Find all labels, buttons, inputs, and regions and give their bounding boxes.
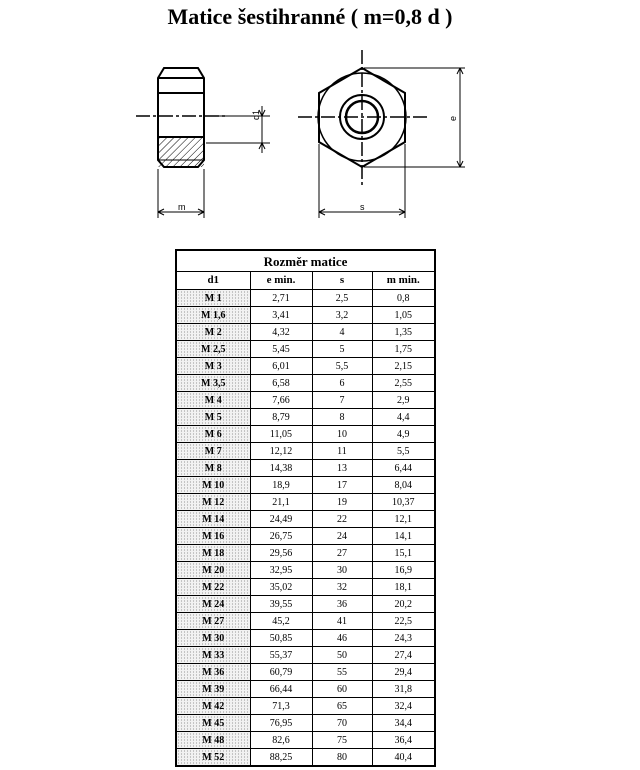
cell-e-min: 29,56: [250, 545, 312, 562]
table-row: [176, 613, 435, 630]
cell-m-min: 27,4: [372, 647, 435, 664]
cell-d1: M 3,5: [176, 375, 250, 392]
table-row: [176, 681, 435, 698]
cell-s: 32: [312, 579, 372, 596]
cell-m-min: 1,75: [372, 341, 435, 358]
cell-s: 3,2: [312, 307, 372, 324]
cell-e-min: 55,37: [250, 647, 312, 664]
header-e-min: e min.: [250, 272, 312, 290]
nut-side-view: [158, 68, 204, 167]
table-row: [176, 477, 435, 494]
cell-m-min: 34,4: [372, 715, 435, 732]
cell-d1: M 16: [176, 528, 250, 545]
cell-m-min: 8,04: [372, 477, 435, 494]
cell-s: 5,5: [312, 358, 372, 375]
table-row: [176, 443, 435, 460]
cell-d1: M 48: [176, 732, 250, 749]
nut-dimensions-table: [175, 249, 436, 767]
cell-s: 80: [312, 749, 372, 767]
cell-d1: M 39: [176, 681, 250, 698]
cell-s: 7: [312, 392, 372, 409]
cell-d1: M 20: [176, 562, 250, 579]
table-row: [176, 698, 435, 715]
header-s: s: [312, 272, 372, 290]
table-row: [176, 426, 435, 443]
cell-m-min: 32,4: [372, 698, 435, 715]
cell-m-min: 22,5: [372, 613, 435, 630]
cell-e-min: 6,58: [250, 375, 312, 392]
cell-m-min: 15,1: [372, 545, 435, 562]
cell-s: 4: [312, 324, 372, 341]
cell-d1: M 2,5: [176, 341, 250, 358]
cell-m-min: 6,44: [372, 460, 435, 477]
cell-e-min: 45,2: [250, 613, 312, 630]
cell-s: 19: [312, 494, 372, 511]
header-d1: d1: [176, 272, 250, 290]
cell-d1: M 14: [176, 511, 250, 528]
cell-s: 27: [312, 545, 372, 562]
cell-d1: M 4: [176, 392, 250, 409]
cell-d1: M 30: [176, 630, 250, 647]
cell-d1: M 33: [176, 647, 250, 664]
label-s: s: [360, 202, 365, 212]
cell-e-min: 6,01: [250, 358, 312, 375]
table-row: [176, 630, 435, 647]
cell-s: 6: [312, 375, 372, 392]
cell-d1: M 1: [176, 290, 250, 307]
cell-d1: M 18: [176, 545, 250, 562]
cell-d1: M 7: [176, 443, 250, 460]
cell-d1: M 42: [176, 698, 250, 715]
cell-s: 17: [312, 477, 372, 494]
cell-m-min: 5,5: [372, 443, 435, 460]
cell-e-min: 60,79: [250, 664, 312, 681]
table-row: [176, 732, 435, 749]
table-row: [176, 664, 435, 681]
cell-m-min: 12,1: [372, 511, 435, 528]
cell-d1: M 1,6: [176, 307, 250, 324]
table-row: [176, 494, 435, 511]
cell-d1: M 10: [176, 477, 250, 494]
cell-e-min: 11,05: [250, 426, 312, 443]
cell-m-min: 24,3: [372, 630, 435, 647]
table-row: [176, 409, 435, 426]
cell-s: 55: [312, 664, 372, 681]
cell-s: 50: [312, 647, 372, 664]
cell-s: 36: [312, 596, 372, 613]
label-m: m: [178, 202, 186, 212]
cell-d1: M 5: [176, 409, 250, 426]
table-row: [176, 392, 435, 409]
cell-d1: M 45: [176, 715, 250, 732]
cell-d1: M 52: [176, 749, 250, 767]
cell-d1: M 12: [176, 494, 250, 511]
cell-e-min: 39,55: [250, 596, 312, 613]
cell-m-min: 16,9: [372, 562, 435, 579]
cell-s: 70: [312, 715, 372, 732]
cell-d1: M 2: [176, 324, 250, 341]
table-header-row: [176, 272, 435, 290]
table-caption-row: [176, 250, 435, 272]
cell-e-min: 82,6: [250, 732, 312, 749]
cell-d1: M 36: [176, 664, 250, 681]
cell-m-min: 18,1: [372, 579, 435, 596]
table-row: [176, 545, 435, 562]
cell-m-min: 1,05: [372, 307, 435, 324]
cell-s: 22: [312, 511, 372, 528]
table-row: [176, 324, 435, 341]
cell-e-min: 4,32: [250, 324, 312, 341]
cell-m-min: 0,8: [372, 290, 435, 307]
table-row: [176, 562, 435, 579]
table-row: [176, 341, 435, 358]
cell-s: 30: [312, 562, 372, 579]
nut-technical-drawing: [0, 0, 640, 245]
cell-e-min: 32,95: [250, 562, 312, 579]
cell-d1: M 22: [176, 579, 250, 596]
label-e: e: [448, 115, 458, 121]
cell-m-min: 40,4: [372, 749, 435, 767]
table-row: [176, 375, 435, 392]
cell-d1: M 3: [176, 358, 250, 375]
table-row: [176, 647, 435, 664]
cell-m-min: 31,8: [372, 681, 435, 698]
cell-s: 65: [312, 698, 372, 715]
cell-e-min: 35,02: [250, 579, 312, 596]
cell-e-min: 14,38: [250, 460, 312, 477]
table-row: [176, 511, 435, 528]
cell-e-min: 24,49: [250, 511, 312, 528]
cell-e-min: 3,41: [250, 307, 312, 324]
table-row: [176, 596, 435, 613]
cell-d1: M 6: [176, 426, 250, 443]
table-row: [176, 528, 435, 545]
cell-s: 60: [312, 681, 372, 698]
table-row: [176, 358, 435, 375]
cell-e-min: 12,12: [250, 443, 312, 460]
header-m-min: m min.: [372, 272, 435, 290]
cell-e-min: 5,45: [250, 341, 312, 358]
cell-s: 2,5: [312, 290, 372, 307]
cell-e-min: 18,9: [250, 477, 312, 494]
cell-d1: M 24: [176, 596, 250, 613]
cell-s: 41: [312, 613, 372, 630]
cell-e-min: 71,3: [250, 698, 312, 715]
cell-e-min: 7,66: [250, 392, 312, 409]
table-row: [176, 460, 435, 477]
table-row: [176, 290, 435, 307]
cell-e-min: 8,79: [250, 409, 312, 426]
cell-m-min: 36,4: [372, 732, 435, 749]
cell-m-min: 2,55: [372, 375, 435, 392]
cell-e-min: 2,71: [250, 290, 312, 307]
cell-e-min: 26,75: [250, 528, 312, 545]
cell-e-min: 21,1: [250, 494, 312, 511]
cell-m-min: 4,9: [372, 426, 435, 443]
cell-m-min: 2,15: [372, 358, 435, 375]
cell-e-min: 66,44: [250, 681, 312, 698]
cell-s: 13: [312, 460, 372, 477]
cell-m-min: 4,4: [372, 409, 435, 426]
cell-s: 10: [312, 426, 372, 443]
table-row: [176, 579, 435, 596]
cell-e-min: 76,95: [250, 715, 312, 732]
cell-s: 8: [312, 409, 372, 426]
table-body: [176, 290, 435, 767]
cell-s: 75: [312, 732, 372, 749]
cell-e-min: 88,25: [250, 749, 312, 767]
cell-m-min: 1,35: [372, 324, 435, 341]
cell-s: 11: [312, 443, 372, 460]
table-caption: Rozměr matice: [176, 250, 435, 272]
cell-m-min: 10,37: [372, 494, 435, 511]
table-row: [176, 749, 435, 767]
cell-s: 46: [312, 630, 372, 647]
cell-e-min: 50,85: [250, 630, 312, 647]
cell-m-min: 29,4: [372, 664, 435, 681]
page-title: Matice šestihranné ( m=0,8 d ): [167, 4, 453, 29]
cell-d1: M 27: [176, 613, 250, 630]
cell-s: 24: [312, 528, 372, 545]
cell-m-min: 20,2: [372, 596, 435, 613]
table-row: [176, 307, 435, 324]
cell-s: 5: [312, 341, 372, 358]
cell-m-min: 2,9: [372, 392, 435, 409]
cell-m-min: 14,1: [372, 528, 435, 545]
cell-d1: M 8: [176, 460, 250, 477]
table-row: [176, 715, 435, 732]
label-d1: d1: [251, 109, 261, 120]
